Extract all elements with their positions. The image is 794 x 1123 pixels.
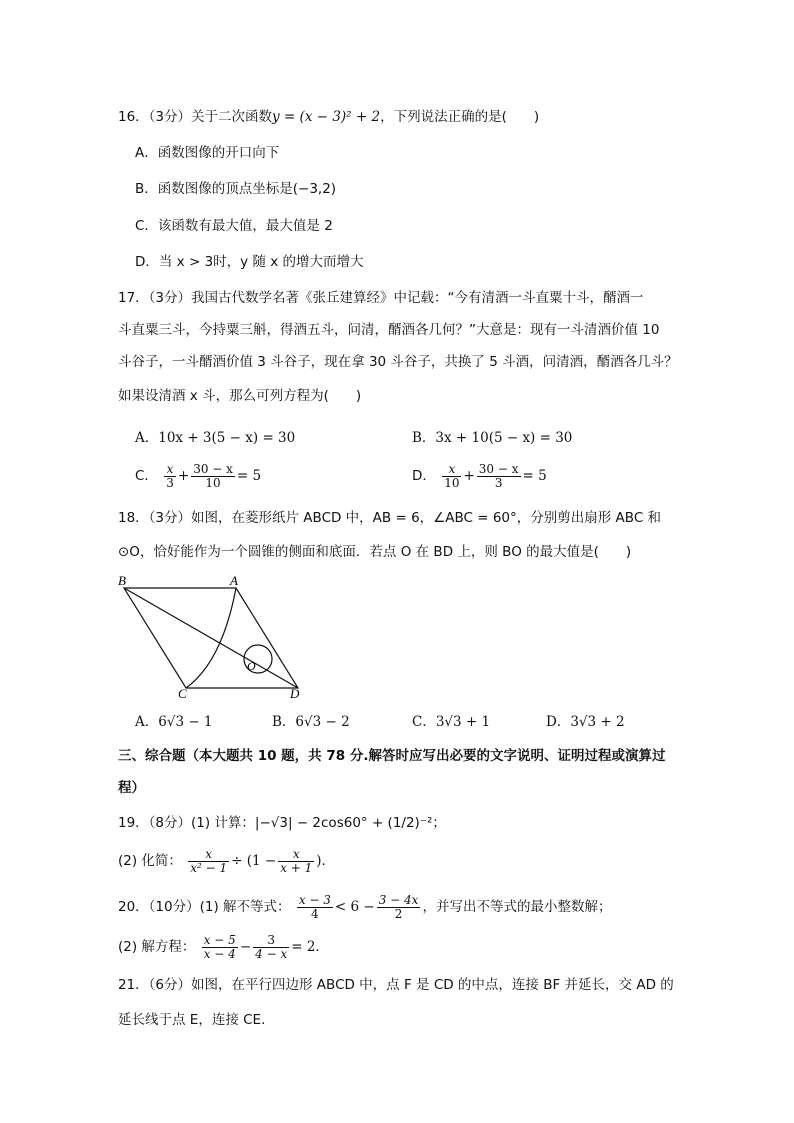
q18-option-a: A．6√3 − 1: [135, 714, 213, 730]
label-o: O: [247, 659, 256, 673]
q16-option-d: D．当 x > 3时，y 随 x 的增大而增大: [135, 254, 364, 270]
q19-part-2: (2) 化简： $\frac{x}{\text{x² − 1}}$ ÷ (1 − $\frac{x}{x + 1}$ )．: [118, 846, 336, 875]
q17-option-a: A．10x + 3(5 − x) = 30: [135, 430, 296, 446]
q19-part-1: 19．（8分）(1) 计算：|−√3| − 2cos60° + (1/2)⁻²；: [118, 815, 446, 831]
fraction: $\frac{x}{x + 1}$: [280, 846, 313, 875]
label-a: A: [230, 573, 238, 588]
q18-option-b: B．6√3 − 2: [272, 714, 350, 730]
q17-line-1: 17．（3分）我国古代数学名著《张丘建算经》中记载：“今有清酒一斗直粟十斗，醑酒一: [118, 290, 644, 306]
fraction: $\frac{x - 3}{4}$: [298, 892, 331, 921]
q16-option-a: A．函数图像的开口向下: [135, 145, 280, 161]
q17-line-4: 如果设清酒 x 斗，那么可列方程为( ): [118, 388, 362, 404]
fraction: $\frac{30 - x}{3}$: [478, 461, 519, 490]
fraction: $\frac{x}{10}$: [444, 461, 460, 490]
q17-line-3: 斗谷子，一斗醑酒价值 3 斗谷子，现在拿 30 斗谷子，共换了 5 斗酒，问清酒，醑酒各几斗？: [118, 354, 678, 370]
fraction: $\frac{30 - x}{10}$: [193, 461, 233, 490]
q20-part-1: 20．（10分）(1) 解不等式： $\frac{x - 3}{4}$ < 6 − $\frac{3 - 4x}{2}$ ，并写出不等式的最小整数解；: [118, 892, 612, 921]
label-b: B: [118, 573, 126, 588]
q17-line-2: 斗直粟三斗，今持粟三斛，得酒五斗，问清，醑酒各几何？”大意是：现有一斗清酒价值 10: [118, 322, 660, 338]
q21-line-1: 21．（6分）如图，在平行四边形 ABCD 中，点 F 是 CD 的中点，连接 BF 并延长，交 AD 的: [118, 977, 674, 993]
fraction: $\frac{3}{4 - x}$: [255, 932, 288, 961]
rhombus-figure: [114, 572, 314, 700]
q16-option-c: C．该函数有最大值，最大值是 2: [135, 218, 333, 234]
q17-option-c: C． $\frac{x}{3}$ + $\frac{30 - x}{10}$ = 5: [135, 461, 262, 490]
q18-line-2: ⊙O，恰好能作为一个圆锥的侧面和底面．若点 O 在 BD 上，则 BO 的最大值是( ): [118, 544, 632, 560]
q16-stem: 16．（3分）关于二次函数y = (x − 3)² + 2，下列说法正确的是( ): [118, 109, 540, 125]
fraction: $\frac{x}{\text{x² − 1}}$: [190, 846, 228, 875]
label-c: C: [178, 686, 187, 700]
q21-line-2: 延长线于点 E，连接 CE．: [118, 1012, 275, 1028]
label-d: D: [290, 686, 300, 700]
q17-option-b: B．3x + 10(5 − x) = 30: [412, 430, 573, 446]
diagonal-bd: [124, 588, 298, 688]
q18-line-1: 18．（3分）如图，在菱形纸片 ABCD 中，AB = 6，∠ABC = 60°，分别剪出扇形 ABC 和: [118, 510, 662, 526]
fraction: $\frac{x - 5}{x - 4}$: [203, 932, 236, 961]
section-3-heading-cont: 程）: [118, 780, 145, 796]
q17-option-d: D． $\frac{x}{10}$ + $\frac{30 - x}{3}$ = 5: [412, 461, 547, 490]
section-3-heading: 三、综合题（本大题共 10 题，共 78 分.解答时应写出必要的文字说明、证明过程或演算过: [118, 748, 666, 764]
q18-option-c: C．3√3 + 1: [412, 714, 491, 730]
q16-expr: y = (x − 3)² + 2: [272, 109, 381, 125]
q16-option-b: B．函数图像的顶点坐标是(−3,2): [135, 181, 337, 197]
fraction: $\frac{x}{3}$: [166, 461, 174, 490]
q18-option-d: D．3√3 + 2: [546, 714, 625, 730]
q20-part-2: (2) 解方程： $\frac{x - 5}{x - 4}$ − $\frac{3}{4 - x}$ = 2．: [118, 932, 329, 961]
fraction: $\frac{3 - 4x}{2}$: [378, 892, 419, 921]
